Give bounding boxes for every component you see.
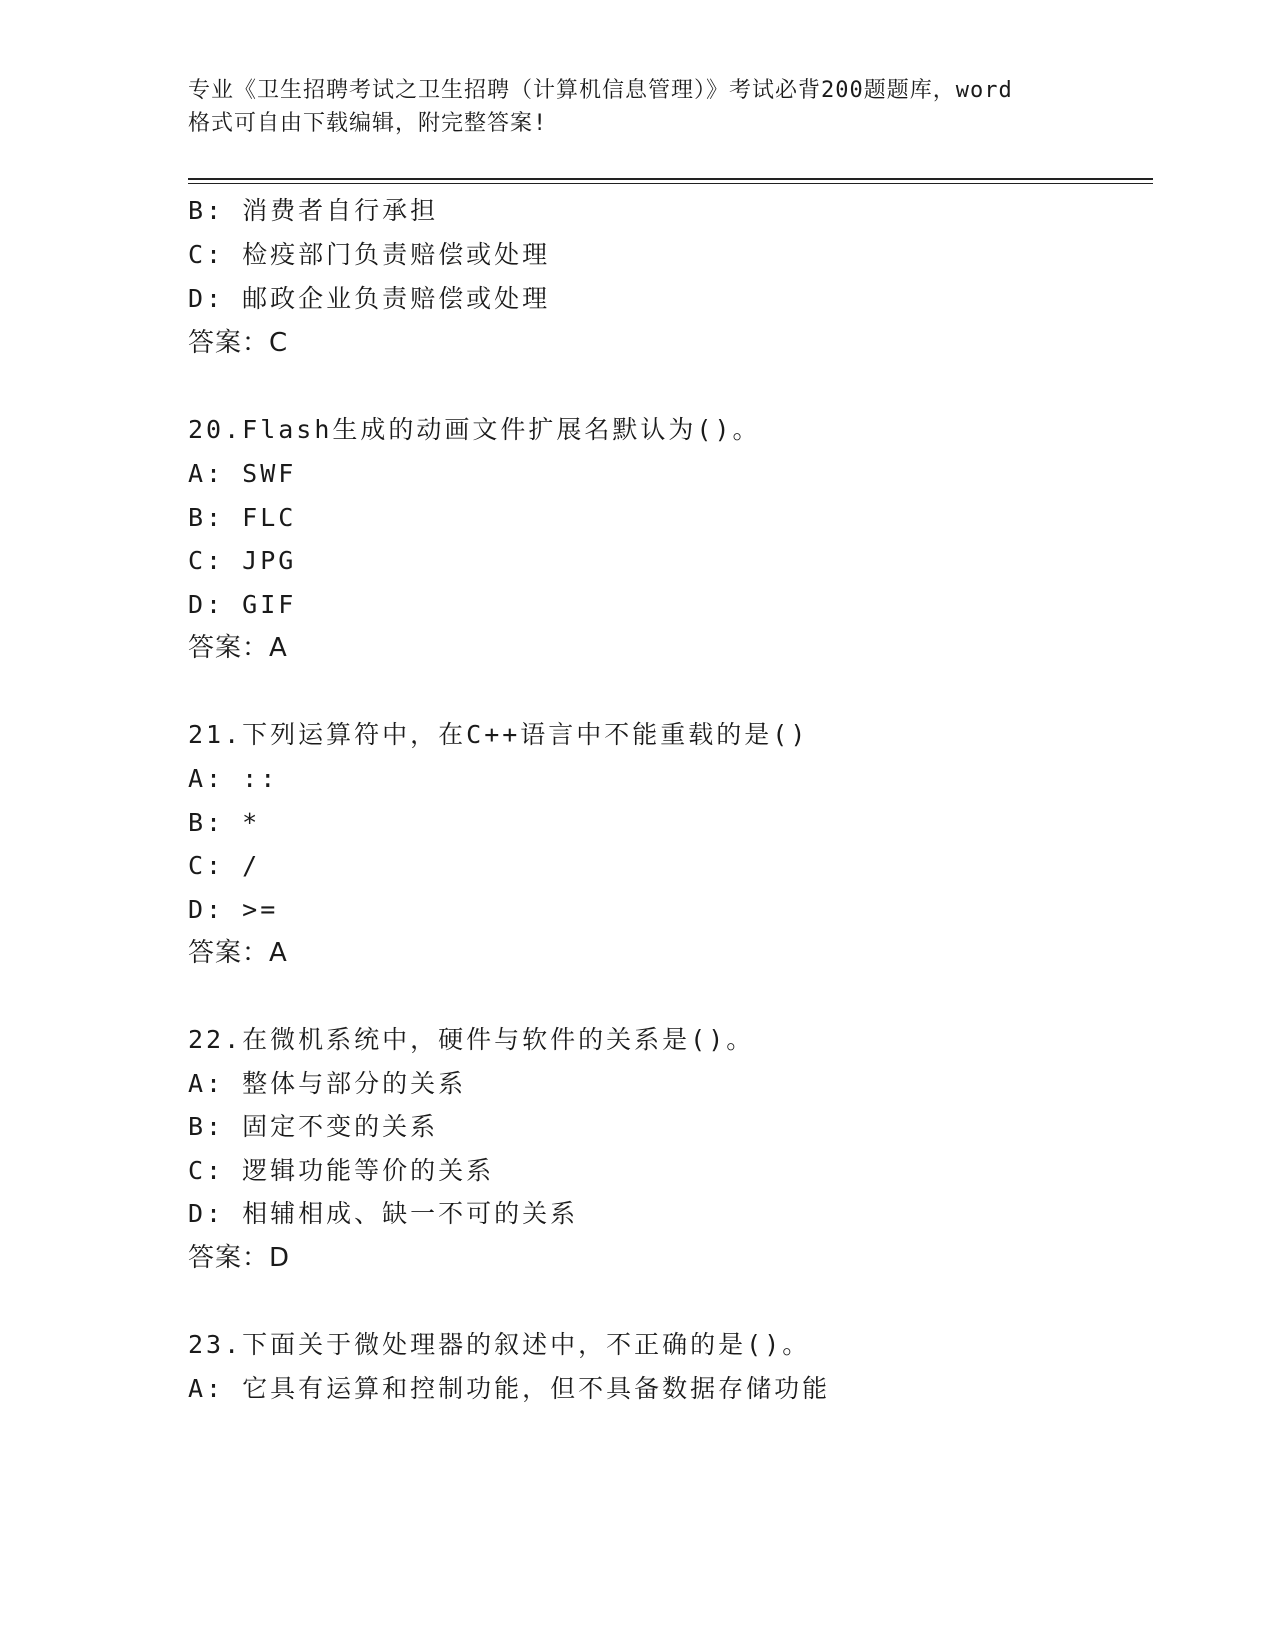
- q19-option-c: C: 检疫部门负责赔偿或处理: [188, 240, 551, 269]
- q23-option-a: A: 它具有运算和控制功能，但不具备数据存储功能: [188, 1374, 831, 1403]
- q22-option-a: A: 整体与部分的关系: [188, 1069, 467, 1098]
- document-header: [188, 74, 1088, 140]
- q21-option-a: A: ::: [188, 764, 279, 793]
- q21-option-c: C: /: [188, 851, 261, 880]
- q20-question: 20.Flash生成的动画文件扩展名默认为()。: [188, 415, 761, 444]
- q22-option-d: D: 相辅相成、缺一不可的关系: [188, 1199, 579, 1228]
- q20-option-a: A: SWF: [188, 459, 297, 488]
- q23-question: 23.下面关于微处理器的叙述中，不正确的是()。: [188, 1330, 811, 1359]
- q20-answer: 答案：A: [188, 633, 288, 663]
- header-line-2: 格式可自由下载编辑，附完整答案!: [188, 111, 548, 136]
- q20-option-d: D: GIF: [188, 590, 297, 619]
- header-line-1: 专业《卫生招聘考试之卫生招聘（计算机信息管理）》考试必背200题题库，word: [188, 78, 1013, 103]
- q22-answer: 答案：D: [188, 1243, 291, 1273]
- q20-option-b: B: FLC: [188, 503, 297, 532]
- header-rule-thin: [188, 183, 1153, 184]
- q19-answer: 答案：C: [188, 328, 289, 358]
- q21-question: 21.下列运算符中，在C++语言中不能重载的是(): [188, 720, 809, 749]
- q22-question: 22.在微机系统中，硬件与软件的关系是()。: [188, 1025, 755, 1054]
- header-rule-thick: [188, 178, 1153, 180]
- q19-option-b: B: 消费者自行承担: [188, 196, 439, 225]
- q22-option-c: C: 逻辑功能等价的关系: [188, 1156, 495, 1185]
- q19-option-d: D: 邮政企业负责赔偿或处理: [188, 284, 551, 313]
- q22-option-b: B: 固定不变的关系: [188, 1112, 439, 1141]
- q20-option-c: C: JPG: [188, 546, 297, 575]
- q21-option-d: D: >=: [188, 895, 279, 924]
- q21-answer: 答案：A: [188, 938, 288, 968]
- q21-option-b: B: *: [188, 808, 261, 837]
